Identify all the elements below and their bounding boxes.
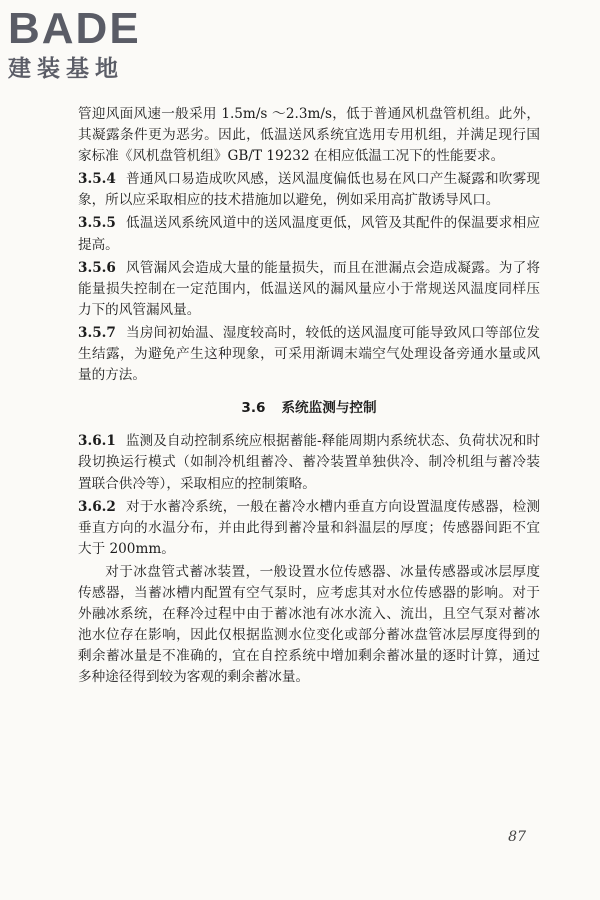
clause-paragraph	[78, 562, 540, 689]
clause-text: 风管漏风会造成大量的能量损失，而且在泄漏点会造成凝露。为了将能量损失控制在一定范围内，低温送风的漏风量应小于常规送风温度同样压力下的风管漏风量。	[78, 259, 540, 318]
clause-paragraph	[78, 169, 540, 211]
clause-text: 当房间初始温、湿度较高时，较低的送风温度可能导致风口等部位发生结露，为避免产生这种现象，可采用渐调末端空气处理设备旁通水量或风量的方法。	[78, 324, 540, 384]
section-title: 系统监测与控制	[281, 400, 377, 417]
page-number: 87	[508, 829, 526, 845]
section-number: 3.6	[241, 400, 266, 417]
clause-text: 对于冰盘管式蓄冰装置，一般设置水位传感器、冰量传感器或冰层厚度传感器，当蓄冰槽内配置有空气泵时，应考虑其对水位传感器的影响。对于外融冰系统，在释冷过程中由于蓄冰池有冰水流入、流出，且空气泵对蓄冰池水位存在影响，因此仅根据监测水位变化或部分蓄冰盘管冰层厚度得到的剩余蓄冰量是不准确的，宜在自控系统中增加剩余蓄冰量的逐时计算，通过多种途径得到较为客观的剩余蓄冰量。	[78, 563, 540, 686]
clauses-3-5	[78, 104, 540, 386]
clause-paragraph	[78, 431, 540, 494]
clause-paragraph	[78, 323, 540, 386]
brand-logo	[8, 6, 141, 84]
clause-number: 3.5.7	[78, 324, 116, 341]
clause-paragraph	[78, 258, 540, 321]
clause-text: 普通风口易造成吹风感，送风温度偏低也易在风口产生凝露和吹雾现象，所以应采取相应的技术措施加以避免，例如采用高扩散诱导风口。	[78, 171, 540, 209]
logo-mark: BADE	[8, 4, 141, 53]
logo-subtitle: 建装基地	[8, 56, 124, 82]
section-heading	[78, 398, 540, 419]
clause-number: 3.5.4	[78, 171, 116, 188]
clause-text: 低温送风系统风道中的送风温度更低，风管及其配件的保温要求相应提高。	[78, 215, 540, 253]
clause-number: 3.5.5	[78, 215, 116, 232]
clause-text: 管迎风面风速一般采用 1.5m/s ～2.3m/s，低于普通风机盘管机组。此外，其凝露条件更为恶劣。因此，低温送风系统宜选用专用机组，并满足现行国家标准《风机盘管机组》GB/T 19232 在相应低温工况下的性能要求。	[78, 106, 540, 165]
clause-text: 监测及自动控制系统应根据蓄能-释能周期内系统状态、负荷状况和时段切换运行模式（如制冷机组蓄冷、蓄冷装置单独供冷、制冷机组与蓄冷装置联合供冷等），采取相应的控制策略。	[78, 433, 540, 492]
clause-paragraph	[78, 213, 540, 255]
clause-number: 3.6.2	[78, 498, 116, 515]
clause-paragraph	[78, 497, 540, 560]
clause-number: 3.6.1	[78, 433, 116, 450]
clause-number: 3.5.6	[78, 259, 116, 276]
page-body	[78, 104, 540, 690]
clause-paragraph	[78, 104, 540, 167]
clause-text: 对于水蓄冷系统，一般在蓄冷水槽内垂直方向设置温度传感器，检测垂直方向的水温分布，并由此得到蓄冷量和斜温层的厚度；传感器间距不宜大于 200mm。	[78, 498, 540, 557]
clauses-3-6	[78, 431, 540, 688]
